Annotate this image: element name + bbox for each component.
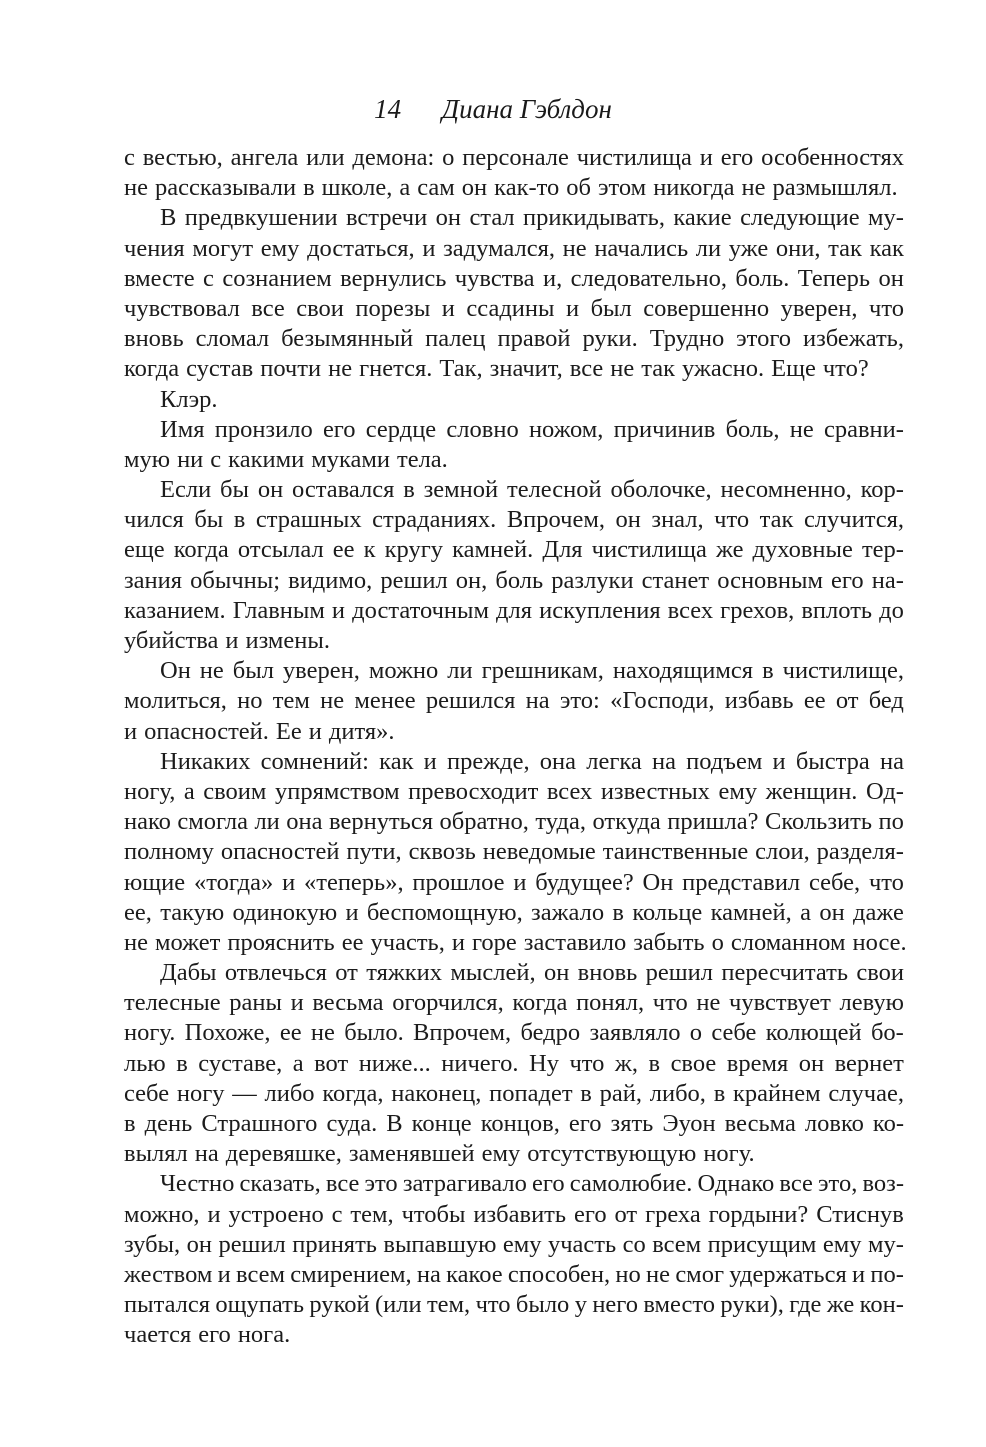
- paragraph: [124, 415, 904, 475]
- body-text: [124, 143, 907, 1351]
- text-line: ногу. Похоже, ее не было. Впрочем, бедро заявляло о себе колющей бо-: [124, 1019, 904, 1047]
- paragraph: [124, 385, 904, 415]
- text-line: вылял на деревяшке, заменявшей ему отсутствующую ногу.: [124, 1140, 755, 1168]
- text-line: с вестью, ангела или демона: о персонале чистилища и его особенностях: [124, 144, 904, 171]
- text-line: не может прояснить ее участь, и горе заставило забыть о сломанном носе.: [124, 928, 907, 956]
- text-line: вновь сломал безымянный палец правой руки. Трудно этого избежать,: [124, 325, 904, 353]
- text-line: Честно сказать, все это затрагивало его самолюбие. Однако все это, воз-: [160, 1170, 904, 1198]
- text-line: пытался ощупать рукой (или тем, что было у него вместо руки), где же кон-: [124, 1291, 904, 1319]
- page-number: 14: [374, 94, 402, 124]
- text-line: телесные раны и весьма огорчился, когда понял, что не чувствует левую: [124, 989, 904, 1017]
- text-line: себе ногу — либо когда, наконец, попадет в рай, либо, в крайнем случае,: [124, 1079, 904, 1107]
- paragraph: [124, 958, 904, 1169]
- text-line: чается его нога.: [124, 1321, 291, 1349]
- paragraph: [124, 747, 907, 958]
- running-head: [0, 92, 986, 126]
- text-line: лью в суставе, а вот ниже... ничего. Ну что ж, в свое время он вернет: [124, 1049, 904, 1077]
- paragraph: [124, 203, 904, 384]
- text-line: жеством и всем смирением, на какое способен, но не смог удержаться и по-: [124, 1260, 904, 1288]
- text-line: чился бы в страшных страданиях. Впрочем, он знал, что так случится,: [124, 506, 904, 534]
- text-line: казанием. Главным и достаточным для искупления всех грехов, вплоть до: [124, 596, 904, 624]
- paragraph: [124, 143, 904, 203]
- text-line: ногу, а своим упрямством превосходит всех известных ему женщин. Од-: [124, 777, 904, 805]
- text-line: вместе с сознанием вернулись чувства и, следовательно, боль. Теперь он: [124, 264, 904, 292]
- text-line: чения могут ему достаться, и задумался, не начались ли уже они, так как: [124, 234, 904, 262]
- text-line: Имя пронзило его сердце словно ножом, причинив боль, не сравни-: [160, 415, 904, 443]
- text-line: В предвкушении встречи он стал прикидывать, какие следующие му-: [160, 204, 904, 232]
- text-line: мую ни с какими муками тела.: [124, 445, 448, 473]
- text-line: Никаких сомнений: как и прежде, она легка на подъем и быстра на: [160, 747, 904, 775]
- text-line: зубы, он решил принять выпавшую ему участь со всем присущим ему му-: [124, 1230, 904, 1258]
- paragraph: [124, 656, 904, 747]
- text-line: ее, такую одинокую и беспомощную, зажало в кольце камней, а он даже: [124, 898, 904, 926]
- text-line: можно, и устроено с тем, чтобы избавить его от греха гордыни? Стиснув: [124, 1200, 904, 1228]
- paragraph: [124, 475, 904, 656]
- text-line: когда сустав почти не гнется. Так, значит, все не так ужасно. Еще что?: [124, 355, 869, 383]
- text-line: чувствовал все свои порезы и ссадины и был совершенно уверен, что: [124, 294, 904, 322]
- text-line: Клэр.: [160, 385, 218, 413]
- text-line: полному опасностей пути, сквозь неведомые таинственные слои, разделя-: [124, 838, 904, 866]
- text-line: и опасностей. Ее и дитя».: [124, 717, 395, 745]
- text-line: Он не был уверен, можно ли грешникам, находящимся в чистилище,: [160, 657, 904, 685]
- text-line: зания обычны; видимо, решил он, боль разлуки станет основным его на-: [124, 566, 904, 594]
- text-line: Дабы отвлечься от тяжких мыслей, он вновь решил пересчитать свои: [160, 959, 904, 987]
- text-line: убийства и измены.: [124, 627, 330, 654]
- author-name: Диана Гэблдон: [441, 94, 612, 124]
- text-line: нако смогла ли она вернуться обратно, туда, откуда пришла? Скользить по: [124, 808, 904, 836]
- text-line: Если бы он оставался в земной телесной оболочке, несомненно, кор-: [160, 476, 904, 504]
- text-line: молиться, но тем не менее решился на это: «Господи, избавь ее от бед: [124, 687, 904, 715]
- text-line: еще когда отсылал ее к кругу камней. Для чистилища же духовные тер-: [124, 536, 904, 564]
- text-line: ющие «тогда» и «теперь», прошлое и будущее? Он представил себе, что: [124, 868, 904, 896]
- text-line: в день Страшного суда. В конце концов, его зять Эуон весьма ловко ко-: [124, 1110, 904, 1137]
- text-line: не рассказывали в школе, а сам он как-то об этом никогда не размышлял.: [124, 174, 898, 202]
- paragraph: [124, 1169, 904, 1350]
